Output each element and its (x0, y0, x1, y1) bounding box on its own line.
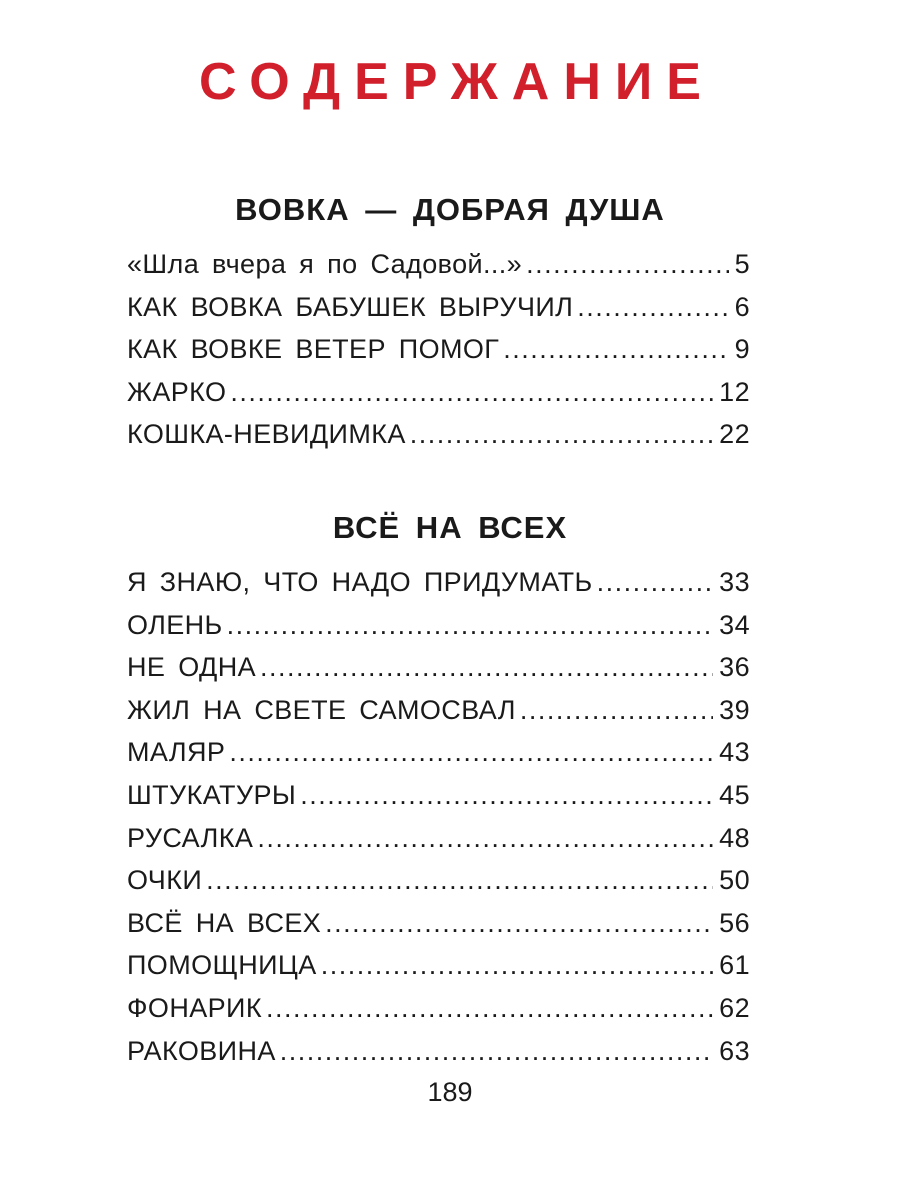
toc-entry-page: 34 (719, 609, 750, 640)
toc-entry-title: ФОНАРИК (127, 992, 262, 1023)
dot-leader (597, 561, 714, 604)
toc-entry[interactable] (127, 944, 750, 987)
toc-entry[interactable] (127, 646, 750, 689)
toc-entry-page: 5 (734, 249, 750, 279)
toc-entry[interactable] (127, 689, 750, 732)
dot-leader (230, 371, 713, 414)
dot-leader (266, 987, 713, 1030)
toc-entry[interactable] (127, 731, 750, 774)
toc-entry[interactable] (127, 987, 750, 1030)
toc-entry-title: ЖАРКО (127, 376, 227, 407)
dot-leader (227, 604, 714, 647)
toc-entry-page: 45 (719, 779, 750, 810)
dot-leader (325, 902, 713, 945)
toc-entry-title: ШТУКАТУРЫ (127, 779, 297, 810)
toc-entry[interactable] (127, 328, 750, 371)
dot-leader (280, 1030, 713, 1073)
dot-leader (229, 731, 713, 774)
toc-entry-page: 56 (719, 907, 750, 938)
toc-entry[interactable] (127, 561, 750, 604)
toc-entry[interactable] (127, 371, 750, 414)
dot-leader (257, 817, 713, 860)
toc-entry-title: КАК ВОВКЕ ВЕТЕР ПОМОГ (127, 334, 500, 365)
dot-leader (260, 646, 713, 689)
toc-entry-title: ВСЁ НА ВСЕХ (127, 907, 322, 938)
toc-entry-title: РАКОВИНА (127, 1035, 276, 1066)
dot-leader (526, 243, 728, 286)
dot-leader (503, 328, 728, 371)
dot-leader (520, 689, 713, 732)
toc-entry[interactable] (127, 413, 750, 456)
dot-leader (300, 774, 713, 817)
toc-entry-page: 39 (719, 694, 750, 725)
toc-entry-page: 12 (719, 376, 750, 407)
toc-entry-title: Я ЗНАЮ, ЧТО НАДО ПРИДУМАТЬ (127, 567, 593, 597)
toc-list (127, 243, 750, 456)
toc-entry[interactable] (127, 1030, 750, 1073)
toc-entry-page: 63 (719, 1035, 750, 1066)
toc-entry-page: 36 (719, 652, 750, 683)
toc-entry-title: КОШКА-НЕВИДИМКА (127, 419, 406, 450)
toc-entry-page: 43 (719, 737, 750, 768)
toc-entry-title: МАЛЯР (127, 737, 226, 768)
toc-entry-page: 48 (719, 822, 750, 853)
section-heading: ВСЁ НА ВСЕХ (332, 510, 568, 545)
toc-list (127, 561, 750, 1072)
toc-entry-title: РУСАЛКА (127, 822, 254, 853)
toc-entry[interactable] (127, 604, 750, 647)
toc-entry[interactable] (127, 859, 750, 902)
toc-entry-page: 50 (719, 865, 750, 896)
toc-entry-page: 62 (719, 992, 750, 1023)
toc-entry-title: «Шла вчера я по Садовой...» (127, 249, 523, 279)
dot-leader (321, 944, 713, 987)
toc-entry-title: ПОМОЩНИЦА (127, 950, 317, 981)
toc-entry-title: ЖИЛ НА СВЕТЕ САМОСВАЛ (127, 694, 516, 725)
toc-entry-page: 9 (734, 334, 750, 365)
page-title: СОДЕРЖАНИЕ (199, 53, 715, 111)
toc-entry-title: ОЛЕНЬ (127, 609, 223, 640)
dot-leader (410, 413, 713, 456)
toc-entry-page: 33 (719, 567, 750, 597)
toc-entry[interactable] (127, 774, 750, 817)
toc-entry-title: ОЧКИ (127, 865, 203, 896)
toc-entry-page: 61 (719, 950, 750, 981)
dot-leader (206, 859, 713, 902)
toc-entry[interactable] (127, 286, 750, 329)
page-number: 189 (427, 1077, 473, 1107)
toc-entry[interactable] (127, 817, 750, 860)
dot-leader (577, 286, 728, 329)
toc-entry[interactable] (127, 243, 750, 286)
toc-entry-title: НЕ ОДНА (127, 652, 257, 683)
toc-entry-page: 6 (734, 291, 750, 322)
toc-entry[interactable] (127, 902, 750, 945)
section-heading: ВОВКА — ДОБРАЯ ДУША (235, 192, 665, 227)
toc-entry-title: КАК ВОВКА БАБУШЕК ВЫРУЧИЛ (127, 291, 574, 322)
toc-entry-page: 22 (719, 419, 750, 450)
